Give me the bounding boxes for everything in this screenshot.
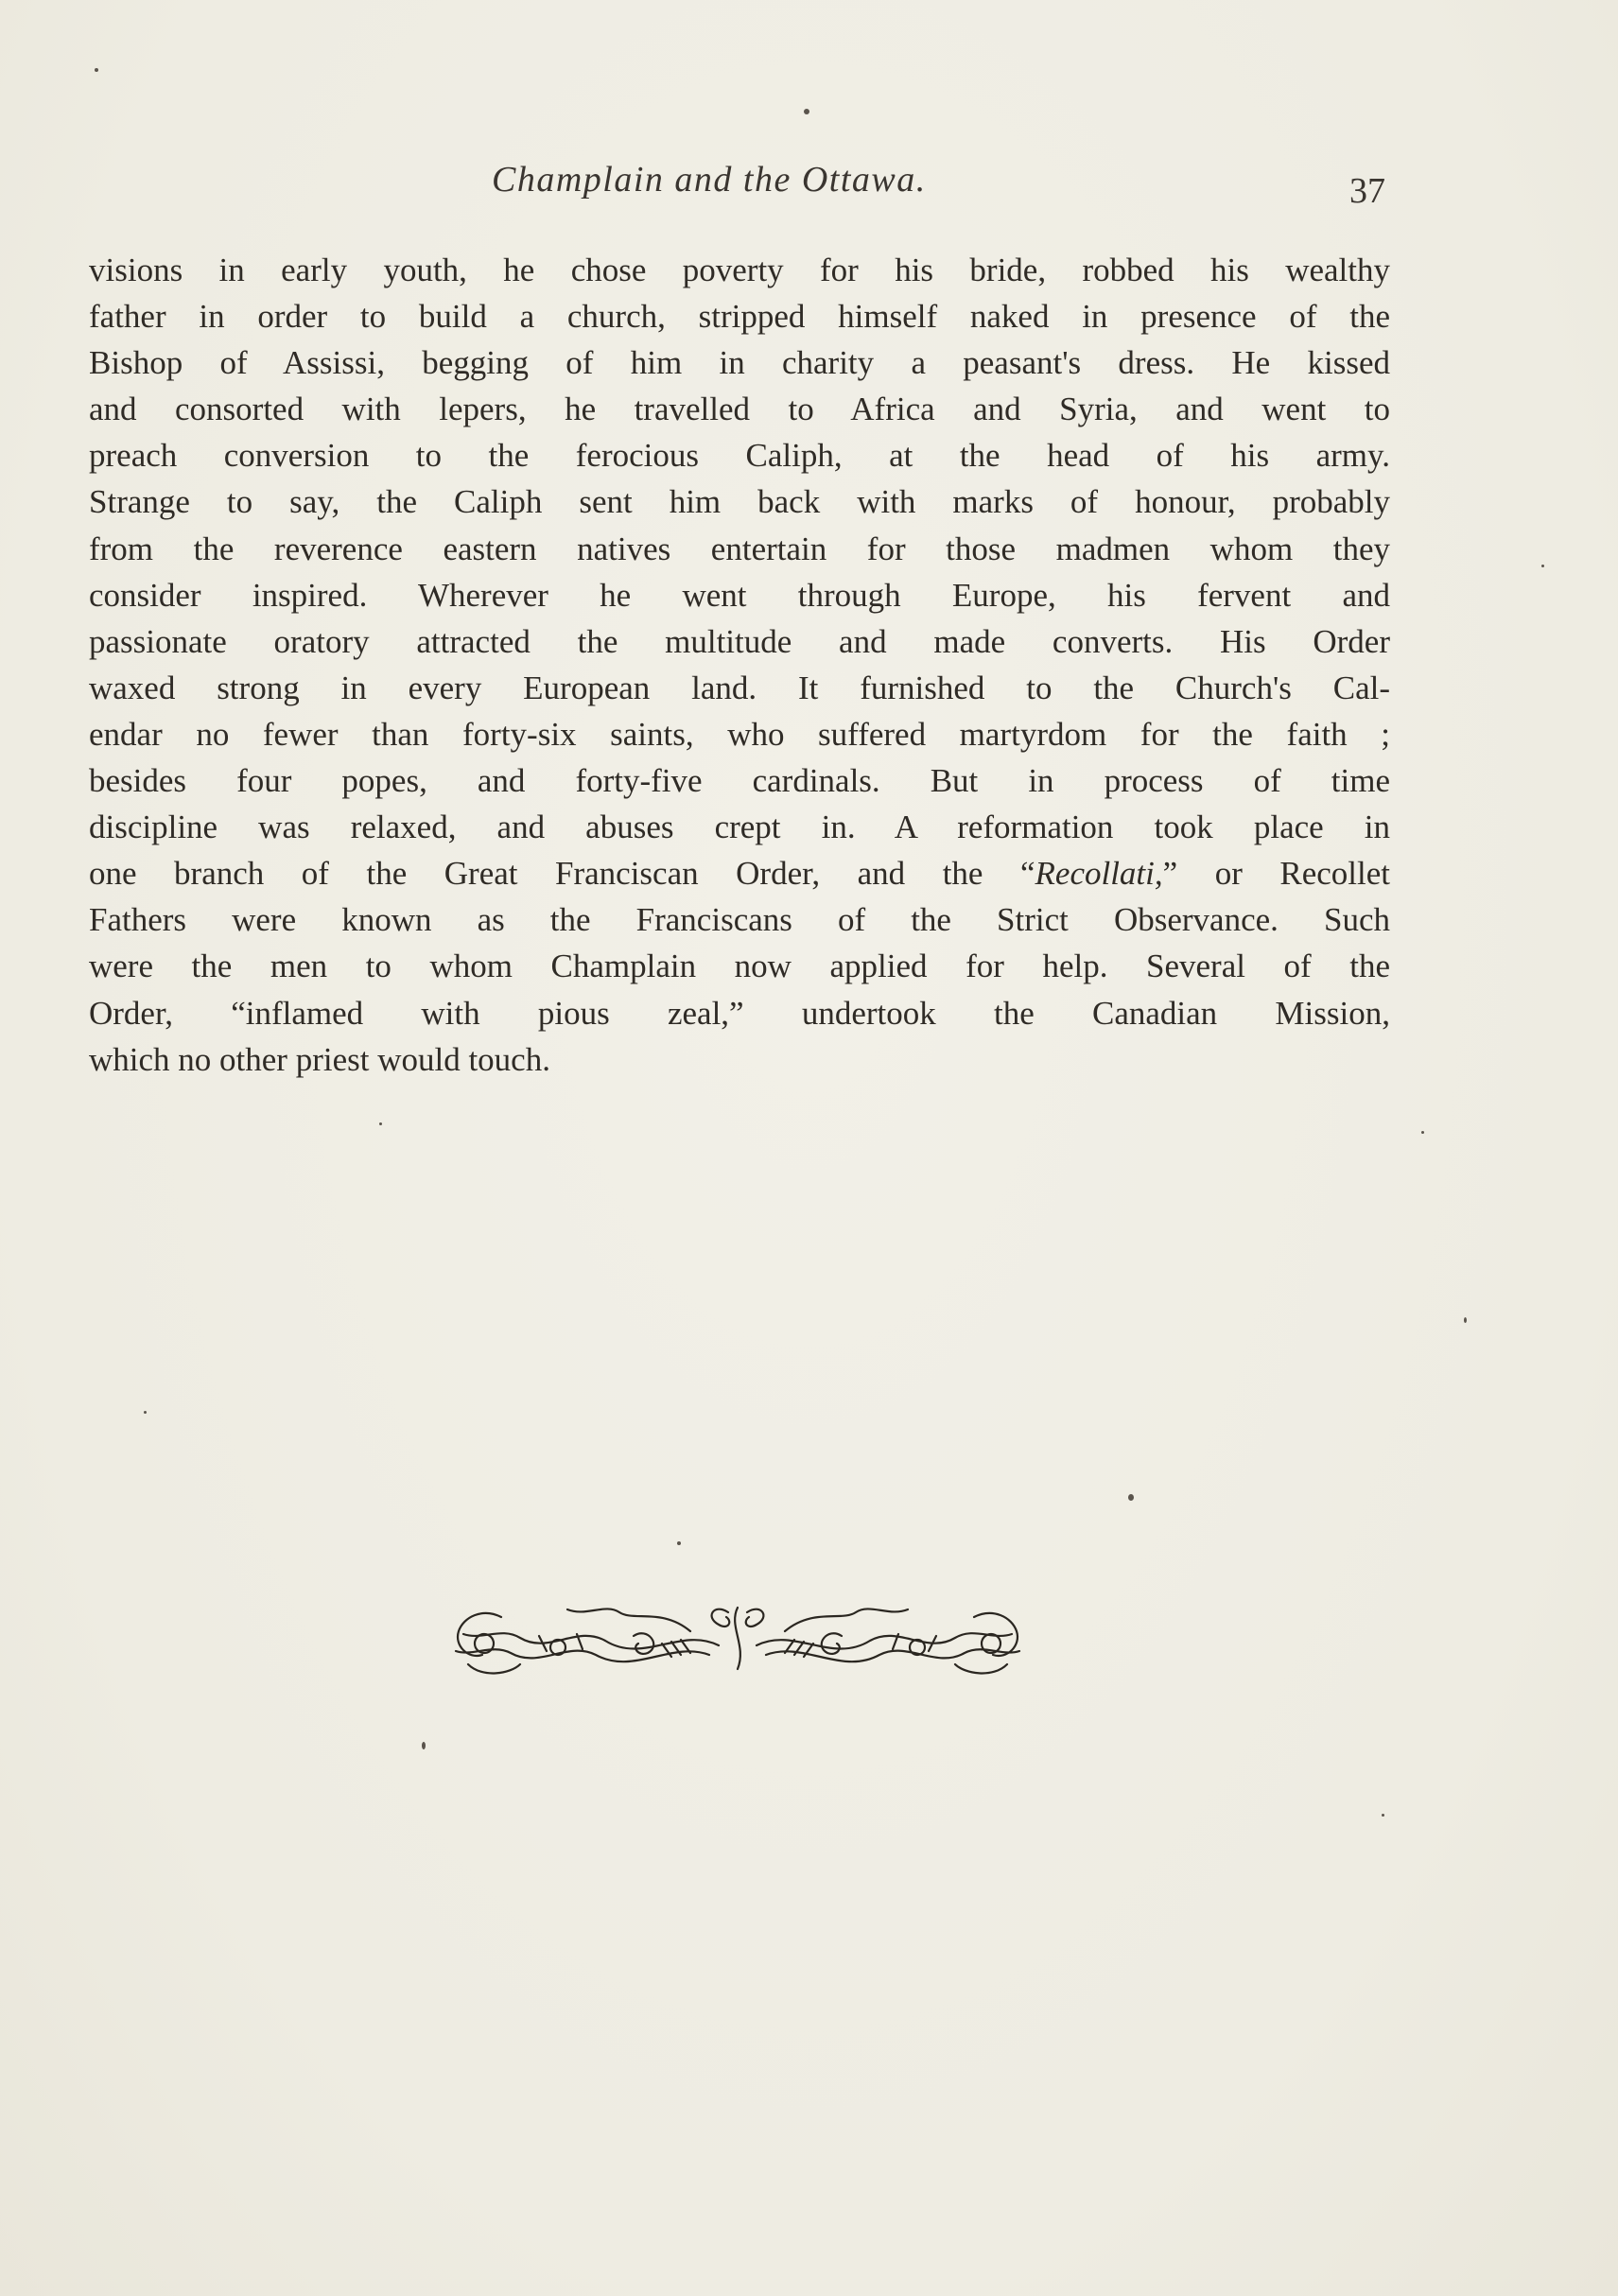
paper-speck <box>1128 1494 1134 1501</box>
text-line: waxed strong in every European land. It furnished to the Church's Cal- <box>89 669 1390 706</box>
text-line: from the reverence eastern natives entertain for those madmen whom they <box>89 530 1390 567</box>
paper-speck <box>144 1411 147 1414</box>
paper-speck <box>804 109 809 114</box>
text-line: father in order to build a church, stripped himself naked in presence of the <box>89 298 1390 336</box>
running-title: Champlain and the Ottawa. <box>492 160 927 200</box>
text-line: preach conversion to the ferocious Caliph, at the head of his army. <box>89 437 1390 475</box>
text-line: discipline was relaxed, and abuses crept in. A reformation took place in <box>89 809 1390 846</box>
line-fragment: ” or Recollet <box>1162 855 1391 893</box>
text-line-last: which no other priest would touch. <box>89 1040 550 1078</box>
text-line: Order, “inflamed with pious zeal,” undertook the Canadian Mission, <box>89 994 1390 1032</box>
paper-speck <box>1541 565 1544 567</box>
text-line: Fathers were known as the Franciscans of the Strict Observance. Such <box>89 901 1390 939</box>
recollati-italic: Recollati, <box>1035 855 1163 893</box>
paper-speck <box>422 1742 426 1749</box>
running-head <box>0 159 1618 216</box>
page-number: 37 <box>1349 171 1385 211</box>
paper-speck <box>1382 1814 1384 1817</box>
text-line: consider inspired. Wherever he went through Europe, his fervent and <box>89 576 1390 614</box>
text-line: Bishop of Assissi, begging of him in charity a peasant's dress. He kissed <box>89 344 1390 382</box>
text-line: and consorted with lepers, he travelled to Africa and Syria, and went to <box>89 391 1390 428</box>
text-line: passionate oratory attracted the multitude and made converts. His Order <box>89 622 1390 660</box>
text-line: were the men to whom Champlain now applied for help. Several of the <box>89 948 1390 985</box>
text-line: Strange to say, the Caliph sent him back with marks of honour, probably <box>89 483 1390 521</box>
paper-speck <box>1464 1317 1467 1323</box>
text-line: endar no fewer than forty-six saints, who suffered martyrdom for the faith ; <box>89 715 1390 753</box>
text-line-recollati <box>89 850 1390 896</box>
text-line: visions in early youth, he chose poverty for his bride, robbed his wealthy <box>89 252 1390 288</box>
paper-speck <box>677 1541 681 1545</box>
line-fragment: one branch of the Great Franciscan Order, and the “ <box>89 855 1035 893</box>
decorative-tailpiece-icon <box>444 1589 1031 1683</box>
body-paragraph <box>89 247 1390 1083</box>
paper-speck <box>95 68 98 72</box>
paper-speck <box>379 1122 382 1125</box>
text-line: besides four popes, and forty-five cardinals. But in process of time <box>89 762 1390 800</box>
paper-speck <box>1421 1131 1424 1134</box>
